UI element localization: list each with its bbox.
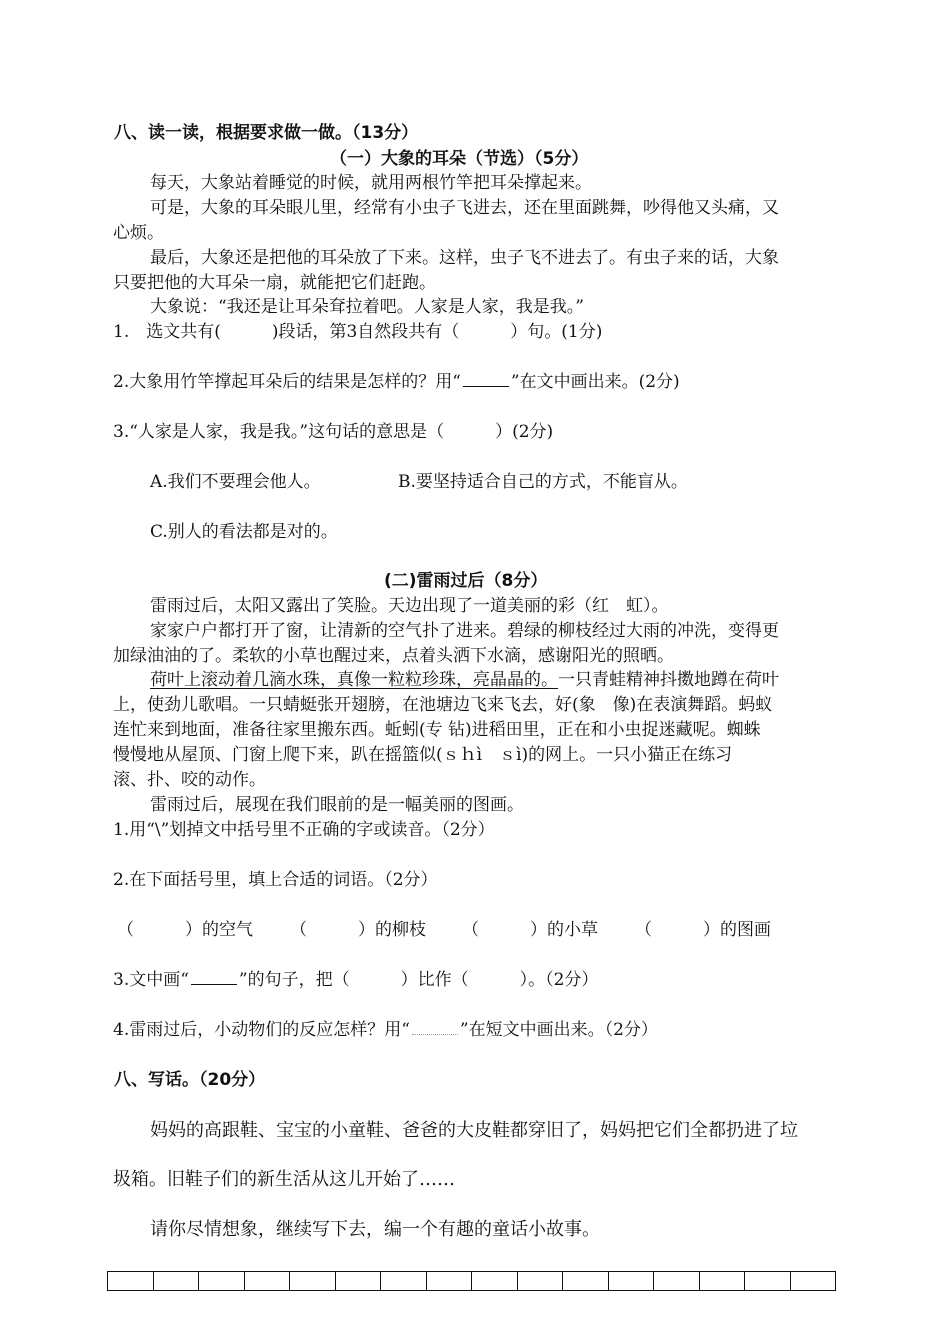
grid-cell[interactable] — [791, 1271, 837, 1291]
passage2-line: 雷雨过后，展现在我们眼前的是一幅美丽的图画。 — [150, 795, 524, 815]
question-3-text-b: ”的句子，把（ ）比作（ ）。（2分） — [238, 970, 599, 990]
wavy-line-mark — [412, 1020, 458, 1035]
question-2-text-b: ”在文中画出来。(2分) — [510, 372, 680, 392]
passage2-line: 上，使劲儿歌唱。一只蜻蜓张开翅膀，在池塘边飞来飞去，好(象 像)在表演舞蹈。蚂蚁 — [113, 695, 773, 715]
fill-item: （ ）的空气 — [117, 920, 253, 940]
question-4-text-a: 4.雷雨过后，小动物们的反应怎样？用“ — [113, 1020, 410, 1040]
grid-cell[interactable] — [290, 1271, 336, 1291]
grid-cell[interactable] — [745, 1271, 791, 1291]
passage2-line: 连忙来到地面，准备往家里搬东西。蚯蚓(专 钻)进稻田里，正在和小虫捉迷藏呢。蜘蛛 — [113, 720, 761, 740]
question-3 — [113, 969, 598, 991]
fill-item: （ ）的柳枝 — [290, 920, 426, 940]
writing-line: 请你尽情想象，继续写下去，编一个有趣的童话小故事。 — [150, 1219, 600, 1240]
question-2: 2.在下面括号里，填上合适的词语。（2分） — [113, 870, 438, 890]
passage2-line: 滚、扑、咬的动作。 — [113, 770, 266, 790]
passage1-line: 大象说：“我还是让耳朵耷拉着吧。人家是人家，我是我。” — [150, 297, 584, 317]
question-4 — [113, 1019, 658, 1041]
writing-line: 圾箱。旧鞋子们的新生活从这儿开始了…… — [113, 1169, 455, 1190]
question-2 — [113, 371, 680, 393]
grid-cell[interactable] — [563, 1271, 609, 1291]
grid-cell[interactable] — [154, 1271, 200, 1291]
passage1-line: 心烦。 — [113, 223, 164, 243]
grid-cell[interactable] — [609, 1271, 655, 1291]
question-1: 1.用“\”划掉文中括号里不正确的字或读音。（2分） — [113, 820, 495, 840]
option-b: B.要坚持适合自己的方式，不能盲从。 — [398, 472, 688, 492]
underline-mark — [191, 970, 237, 985]
question-4-text-b: ”在短文中画出来。（2分） — [459, 1020, 658, 1040]
grid-cell[interactable] — [108, 1271, 154, 1291]
underlined-sentence: 荷叶上滚动着几滴水珠，真像一粒粒珍珠，亮晶晶的。 — [150, 670, 558, 690]
fill-item: （ ）的图画 — [635, 920, 771, 940]
question-1: 1. 选文共有( )段话，第3自然段共有（ ）句。(1分) — [113, 322, 603, 342]
passage1-line: 可是，大象的耳朵眼儿里，经常有小虫子飞进去，还在里面跳舞，吵得他又头痛，又 — [150, 198, 779, 218]
grid-cell[interactable] — [700, 1271, 746, 1291]
passage2-line: 加绿油油的了。柔软的小草也醒过来，点着头洒下水滴，感谢阳光的照晒。 — [113, 646, 674, 666]
passage2-title: (二)雷雨过后（8分） — [384, 571, 548, 591]
passage2-text: 一只青蛙精神抖擞地蹲在荷叶 — [558, 670, 779, 690]
fill-item: （ ）的小草 — [462, 920, 598, 940]
grid-cell[interactable] — [518, 1271, 564, 1291]
section-title: 八、读一读，根据要求做一做。（13分） — [114, 123, 419, 143]
writing-title: 八、写话。（20分） — [114, 1070, 266, 1090]
option-c: C.别人的看法都是对的。 — [150, 522, 338, 542]
passage2-line: 家家户户都打开了窗，让清新的空气扑了进来。碧绿的柳枝经过大雨的冲洗，变得更 — [150, 621, 779, 641]
grid-cell[interactable] — [654, 1271, 700, 1291]
grid-cell[interactable] — [427, 1271, 473, 1291]
question-3: 3.“人家是人家，我是我。”这句话的意思是（ ）(2分) — [113, 422, 554, 442]
grid-cell[interactable] — [245, 1271, 291, 1291]
passage1-line: 只要把他的大耳朵一扇，就能把它们赶跑。 — [113, 273, 436, 293]
question-3-text-a: 3.文中画“ — [113, 970, 189, 990]
passage1-line: 最后，大象还是把他的耳朵放了下来。这样，虫子飞不进去了。有虫子来的话，大象 — [150, 248, 779, 268]
grid-cell[interactable] — [199, 1271, 245, 1291]
grid-cell[interactable] — [472, 1271, 518, 1291]
passage2-line — [150, 669, 779, 691]
writing-grid — [107, 1271, 836, 1291]
option-a: A.我们不要理会他人。 — [150, 472, 321, 492]
grid-cell[interactable] — [336, 1271, 382, 1291]
passage1-title: （一）大象的耳朵（节选）（5分） — [330, 149, 589, 169]
grid-cell[interactable] — [381, 1271, 427, 1291]
question-2-text-a: 2.大象用竹竿撑起耳朵后的结果是怎样的？用“ — [113, 372, 461, 392]
underline-mark — [463, 372, 509, 387]
passage2-line: 雷雨过后，太阳又露出了笑脸。天边出现了一道美丽的彩（红 虹）。 — [150, 596, 669, 616]
passage2-line: 慢慢地从屋顶、门窗上爬下来，趴在摇篮似(ｓｈì ｓì)的网上。一只小猫正在练习 — [113, 745, 733, 765]
writing-line: 妈妈的高跟鞋、宝宝的小童鞋、爸爸的大皮鞋都穿旧了，妈妈把它们全都扔进了垃 — [150, 1120, 798, 1141]
passage1-line: 每天，大象站着睡觉的时候，就用两根竹竿把耳朵撑起来。 — [150, 173, 592, 193]
